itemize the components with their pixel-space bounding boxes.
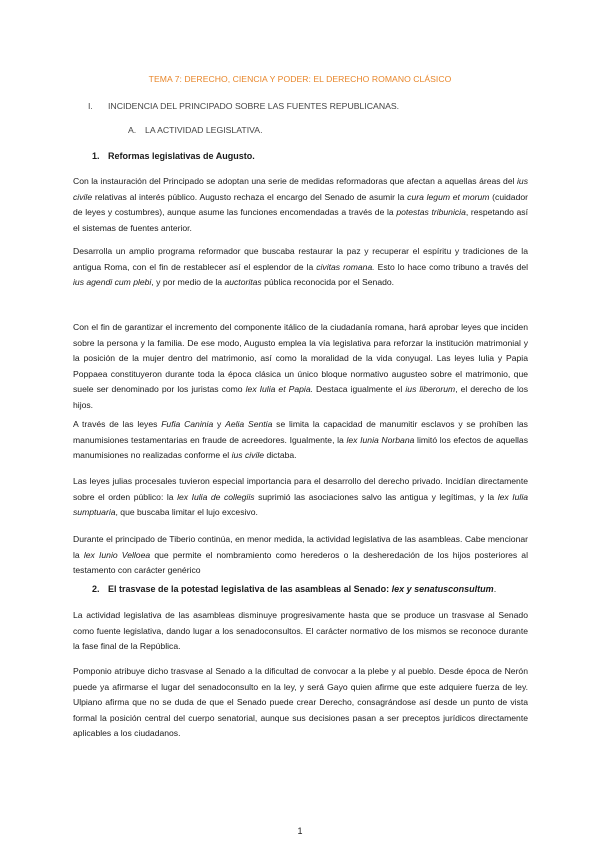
paragraph-7 — [73, 608, 528, 655]
text-run: , y por medio de la — [151, 277, 225, 288]
paragraph-2 — [73, 244, 528, 291]
section-text: INCIDENCIA DEL PRINCIPADO SOBRE LAS FUENTES REPUBLICANAS. — [108, 101, 400, 111]
subsection-number: A. — [128, 125, 137, 135]
paragraph-5 — [73, 474, 528, 521]
paragraph-1 — [73, 174, 528, 236]
subsection-text: LA ACTIVIDAD LEGISLATIVA. — [145, 125, 263, 135]
heading-text — [108, 584, 496, 594]
text-run: Con el fin de garantizar el incremento del componente itálico de la ciudadanía romana, hará aprobar leyes que inciden sobre la persona y la familia. De ese modo, Augusto emplea la vía legislativa para reforzar la institución matrimonial y la posición de la mujer dentro del matrimonio, así como la moralidad de la vida conyugal. Las leyes Iulia y Papia Poppaea constituyeron durante toda la época clásica un único bloque normativo augusteo sobre el matrimonio, que suele ser denominado por los juristas como — [73, 322, 528, 395]
italic-term: auctoritas — [224, 277, 262, 288]
text-run: A través de las leyes — [73, 419, 162, 429]
italic-term: potestas tribunicia — [396, 207, 466, 218]
text-run: dictaba. — [264, 450, 297, 461]
italic-term: civitas romana. — [316, 261, 375, 272]
text-run: se limita la capacidad de manumitir esclavos y se prohíben las manumisiones testamentarias en fraude de acreedores. Igualmente, la — [73, 419, 528, 445]
text-run: Con la instauración del Principado se adoptan una serie de medidas reformadoras que afectan a aquellas áreas del — [73, 176, 517, 186]
paragraph-6 — [73, 532, 528, 579]
text-run: Esto lo hace como tribuno a través del — [374, 261, 529, 272]
paragraph-3 — [73, 320, 528, 414]
italic-term: ius civile — [73, 176, 528, 202]
text-run: , respetando así el sistemas de fuentes anterior. — [73, 207, 528, 233]
heading-italic-term: lex y senatusconsultum — [391, 584, 494, 594]
text-run: Las leyes julias procesales tuvieron especial importancia para el desarrollo del derecho privado. Incidían directamente sobre el orden público: la — [73, 476, 528, 502]
italic-term: ius civile — [231, 450, 265, 461]
text-run: Destaca igualmente el — [313, 384, 406, 395]
heading-text-run: El trasvase de la potestad legislativa de las asambleas al Senado: — [108, 584, 392, 594]
italic-term: lex Iunia Norbana — [346, 434, 415, 445]
italic-term: lex Iulia et Papia. — [245, 384, 313, 395]
paragraph-8 — [73, 664, 528, 742]
text-run: , que buscaba limitar el lujo excesivo. — [115, 507, 258, 518]
text-run: suprimió las asociaciones salvo las antigua y legítimas, y la — [254, 491, 498, 502]
heading-number: 2. — [92, 584, 100, 594]
text-run: pública reconocida por el Senado. — [261, 277, 395, 288]
text-run: , el derecho de los hijos. — [73, 384, 529, 410]
text-run: que permite el nombramiento como herederos o la desheredación de los hijos posteriores al testamento con carácter genérico — [73, 549, 528, 576]
italic-term: ius agendi cum plebi — [73, 277, 152, 288]
text-run: limitó los efectos de aquellas manumisiones no realizadas conforme el — [73, 434, 528, 461]
italic-term: lex Iunio Velloea — [83, 549, 151, 560]
italic-term: Fufia Caninia — [161, 419, 214, 429]
text-run: Durante el principado de Tiberio continúa, en menor medida, la actividad legislativa de las asambleas. Cabe mencionar la — [73, 534, 528, 560]
text-run: Desarrolla un amplio programa reformador que buscaba restaurar la paz y recuperar el espíritu y tradiciones de la antigua Roma, con el fin de restablecer así el esplendor de la — [73, 246, 528, 272]
italic-term: cura legum et morum — [407, 191, 490, 202]
text-run: La actividad legislativa de las asambleas disminuye progresivamente hasta que se produce un trasvase al Senado como fuente legislativa, dando lugar a los senadoconsultos. El carácter normativo de los mismos se reconoce durante la fase final de la República. — [73, 610, 528, 652]
heading-number: 1. — [92, 151, 100, 161]
italic-term: ius liberorum — [405, 384, 456, 395]
heading-text-run: . — [493, 584, 497, 594]
italic-term: Aelia Sentia — [225, 419, 273, 429]
text-run: relativas al interés público. Augusto rechaza el encargo del Senado de asumir la — [92, 191, 408, 202]
text-run: y — [213, 419, 226, 429]
italic-term: lex Iulia de collegiis — [177, 491, 255, 502]
heading-text: Reformas legislativas de Augusto. — [108, 151, 255, 161]
document-title: TEMA 7: DERECHO, CIENCIA Y PODER: EL DERECHO ROMANO CLÁSICO — [148, 74, 452, 84]
italic-term: lex Iulia sumptuaria — [73, 491, 529, 518]
paragraph-4 — [73, 417, 528, 464]
page-number: 1 — [297, 826, 303, 836]
text-run: (cuidador de leyes y costumbres), aunque asume las funciones encomendadas a través de la — [73, 191, 528, 218]
section-number: I. — [88, 101, 93, 111]
text-run: Pomponio atribuye dicho trasvase al Senado a la dificultad de convocar a la plebe y al pueblo. Desde época de Nerón puede ya afirmarse el lugar del senadoconsulto en la ley, y será Gayo quien afirme que este adquiere fuerza de ley. Ulpiano afirma que no se duda de que el Senado puede crear Derecho, consagrándose así desde un punto de vista formal la posición central del cuerpo senatorial, aunque sus decisiones pasan a ser preceptos jurídicos directamente aplicables a los ciudadanos. — [73, 666, 528, 739]
